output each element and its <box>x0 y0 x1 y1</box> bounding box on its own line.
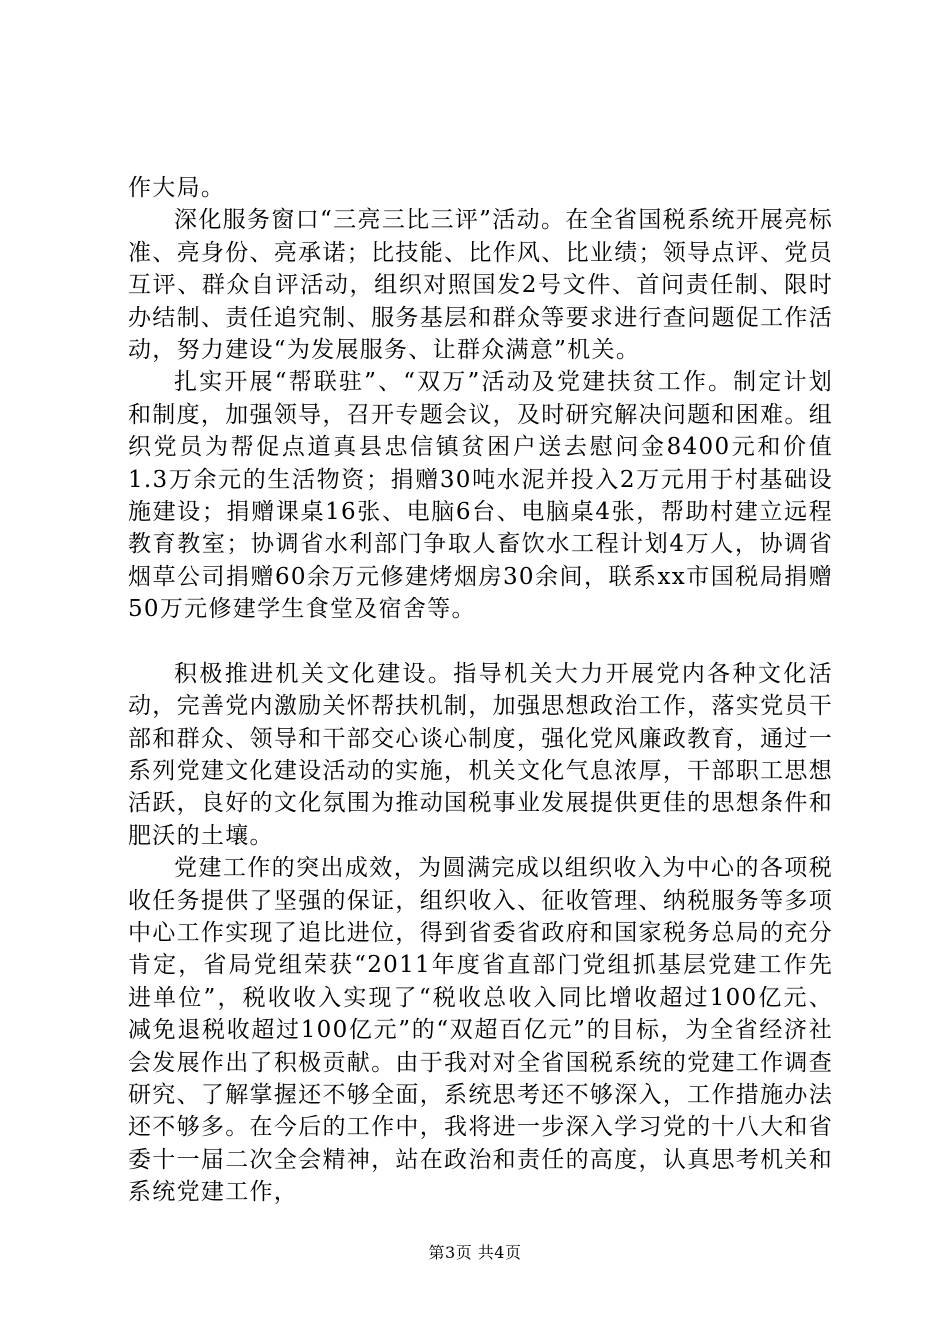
paragraph-4: 积极推进机关文化建设。指导机关大力开展党内各种文化活动，完善党内激励关怀帮扶机制，加强思想政治工作，落实党员干部和群众、领导和干部交心谈心制度，强化党风廉政教育，通过一系列党建文化建设活动的实施，机关文化气息浓厚，干部职工思想活跃，良好的文化氛围为推动国税事业发展提供更佳的思想条件和肥沃的土壤。 <box>128 660 833 849</box>
paragraph-gap <box>128 626 833 658</box>
page-footer: 第3页 共4页 <box>428 1243 522 1262</box>
paragraph-1: 作大局。 <box>128 175 226 201</box>
paragraph-2: 深化服务窗口“三亮三比三评”活动。在全省国税系统开展亮标准、亮身份、亮承诺；比技能、比作风、比业绩；领导点评、党员互评、群众自评活动，组织对照国发2号文件、首问责任制、限时办结制、责任追究制、服务基层和群众等要求进行查问题促工作活动，努力建设“为发展服务、让群众满意”机关。 <box>128 207 833 364</box>
document-body <box>128 172 833 1209</box>
paragraph-5: 党建工作的突出成效，为圆满完成以组织收入为中心的各项税收任务提供了坚强的保证，组织收入、征收管理、纳税服务等多项中心工作实现了追比进位，得到省委省政府和国家税务总局的充分肯定，省局党组荣获“2011年度省直部门党组抓基层党建工作先进单位”，税收收入实现了“税收总收入同比增收超过100亿元、减免退税收超过100亿元”的“双超百亿元”的目标，为全省经济社会发展作出了积极贡献。由于我对对全省国税系统的党建工作调查研究、了解掌握还不够全面，系统思考还不够深入，工作措施办法还不够多。在今后的工作中，我将进一步深入学习党的十八大和省委十一届二次全会精神，站在政治和责任的高度，认真思考机关和系统党建工作， <box>128 855 833 1206</box>
paragraph-3: 扎实开展“帮联驻”、“双万”活动及党建扶贫工作。制定计划和制度，加强领导，召开专题会议，及时研究解决问题和困难。组织党员为帮促点道真县忠信镇贫困户送去慰问金8400元和价值1.3万余元的生活物资；捐赠30吨水泥并投入2万元用于村基础设施建设；捐赠课桌16张、电脑6台、电脑桌4张，帮助村建立远程教育教室；协调省水利部门争取人畜饮水工程计划4万人，协调省烟草公司捐赠60余万元修建烤烟房30余间，联系xx市国税局捐赠50万元修建学生食堂及宿舍等。 <box>128 369 833 623</box>
